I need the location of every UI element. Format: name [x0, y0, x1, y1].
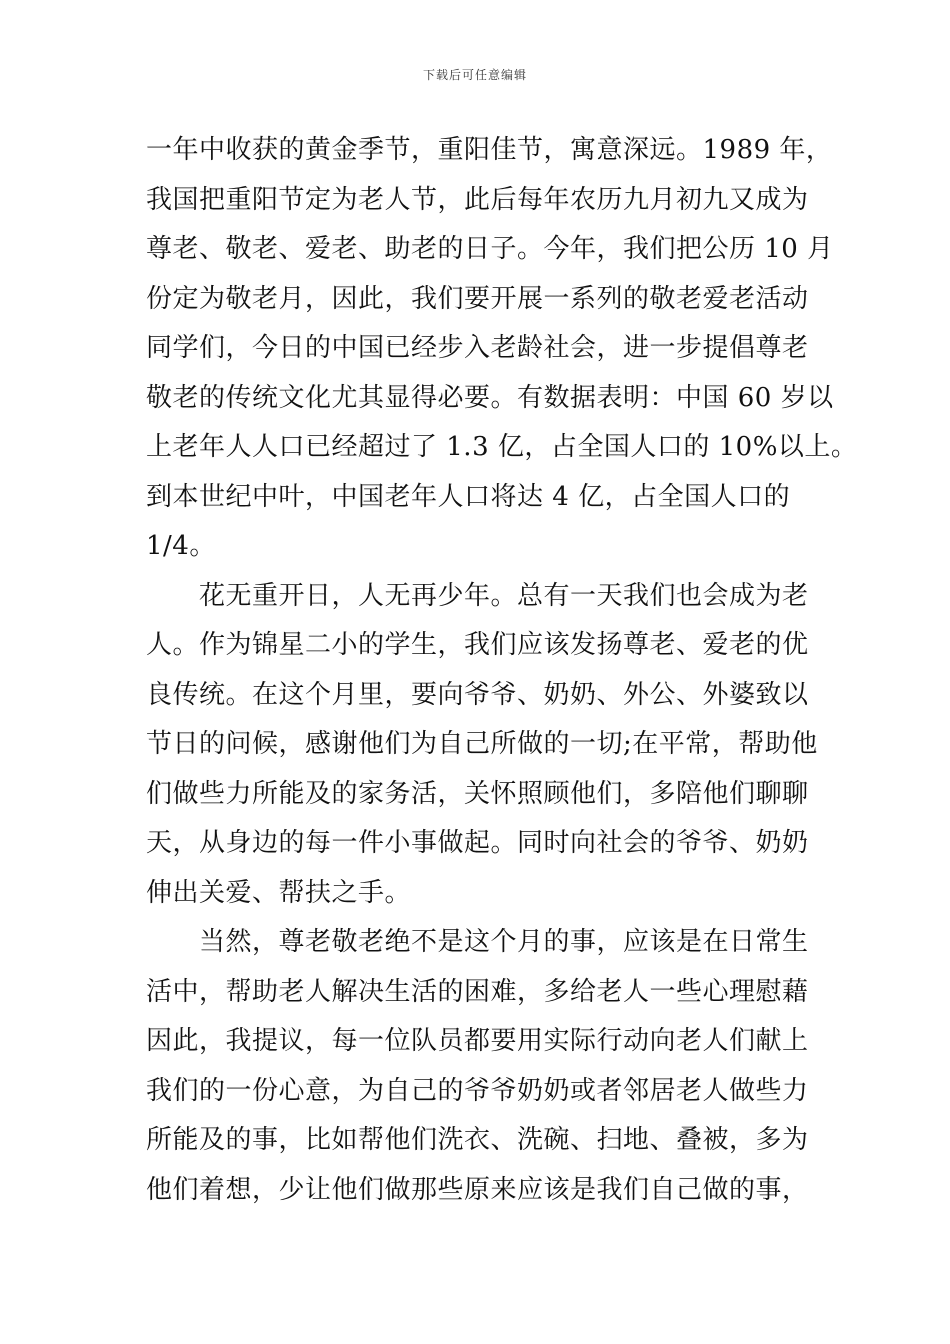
text-line: 1/4。 — [146, 531, 216, 561]
text-line: 我们的一份心意，为自己的爷爷奶奶或者邻居老人做些力 — [146, 1075, 809, 1106]
text-line: 他们着想，少让他们做那些原来应该是我们自己做的事， — [146, 1174, 809, 1205]
document-body — [146, 126, 858, 1215]
text-line: 尊老、敬老、爱老、助老的日子。今年，我们把公历 10 月 — [146, 234, 834, 264]
text-line: 上老年人人口已经超过了 1.3 亿，占全国人口的 10%以上。 — [146, 432, 858, 462]
paragraph-start-line: 花无重开日，人无再少年。总有一天我们也会成为老 — [146, 580, 809, 611]
text-line: 节日的问候，感谢他们为自己所做的一切;在平常，帮助他 — [146, 729, 818, 759]
text-line: 人。作为锦星二小的学生，我们应该发扬尊老、爱老的优 — [146, 630, 809, 660]
header-note: 下载后可任意编辑 — [422, 68, 527, 82]
text-line: 到本世纪中叶，中国老年人口将达 4 亿，占全国人口的 — [146, 481, 791, 512]
text-line: 们做些力所能及的家务活，关怀照顾他们，多陪他们聊聊 — [146, 778, 809, 809]
text-line: 良传统。在这个月里，要向爷爷、奶奶、外公、外婆致以 — [146, 679, 809, 710]
text-line: 因此，我提议，每一位队员都要用实际行动向老人们献上 — [146, 1026, 809, 1056]
text-line: 所能及的事，比如帮他们洗衣、洗碗、扫地、叠被，多为 — [146, 1125, 809, 1155]
text-line: 我国把重阳节定为老人节，此后每年农历九月初九又成为 — [146, 184, 809, 215]
text-line: 活中，帮助老人解决生活的困难，多给老人一些心理慰藉 — [146, 976, 809, 1007]
text-line: 同学们，今日的中国已经步入老龄社会，进一步提倡尊老 — [146, 333, 809, 363]
text-line: 敬老的传统文化尤其显得必要。有数据表明：中国 60 岁以 — [146, 382, 834, 413]
text-line: 一年中收获的黄金季节，重阳佳节，寓意深远。1989 年， — [146, 135, 833, 165]
text-line: 天，从身边的每一件小事做起。同时向社会的爷爷、奶奶 — [146, 828, 809, 858]
text-line: 伸出关爱、帮扶之手。 — [146, 877, 412, 908]
text-line: 份定为敬老月，因此，我们要开展一系列的敬老爱老活动 — [146, 283, 809, 314]
paragraph-start-line: 当然，尊老敬老绝不是这个月的事，应该是在日常生 — [146, 927, 809, 957]
